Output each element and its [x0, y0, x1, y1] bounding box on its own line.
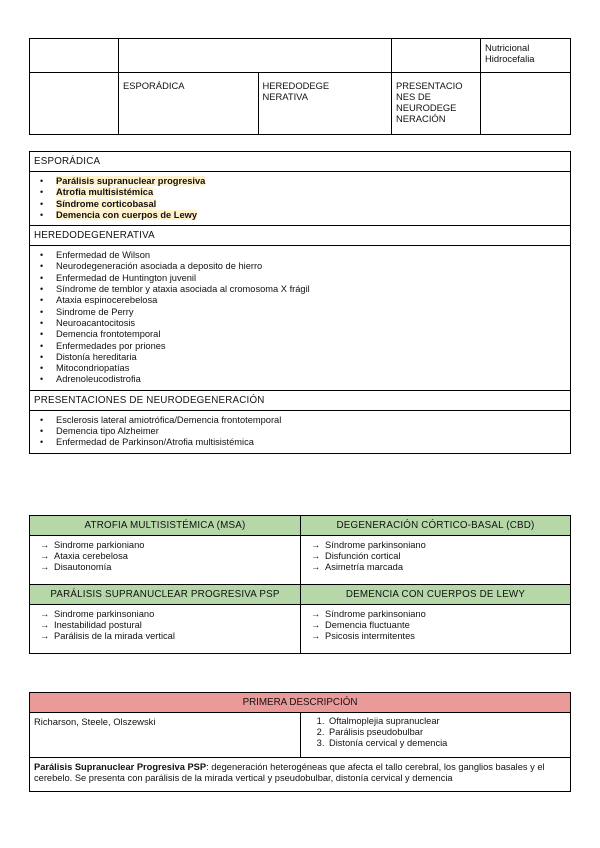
subtypes-table: [29, 515, 571, 654]
psp-list: [40, 609, 296, 643]
list-item: • Neuroacantocitosis: [56, 318, 566, 329]
msa-header: ATROFIA MULTISISTÉMICA (MSA): [30, 516, 301, 536]
list-item: • Distonía hereditaria: [56, 352, 566, 363]
section-title-esporadica: ESPORÁDICA: [30, 152, 570, 172]
list-item: → Psicosis intermitentes: [325, 631, 566, 642]
list-item: • Enfermedades por priones: [56, 341, 566, 352]
header-line: NERATIVA: [262, 91, 308, 102]
psp-header: PARÁLISIS SUPRANUCLEAR PROGRESIVA PSP: [30, 585, 301, 605]
presentaciones-list: [56, 415, 566, 449]
empty-cell: [30, 73, 119, 135]
section-body-esporadica: [30, 172, 570, 226]
list-item: → Disautonomía: [54, 562, 296, 573]
list-item: • Mitocondriopatías: [56, 363, 566, 374]
list-item: → Síndrome parkinsoniano: [325, 540, 566, 551]
list-item: • Demencia tipo Alzheimer: [56, 426, 566, 437]
psp-cell: [30, 605, 301, 654]
list-item: • Neurodegeneración asociada a deposito de hierro: [56, 261, 566, 272]
section-title-presentaciones: PRESENTACIONES DE NEURODEGENERACIÓN: [30, 391, 570, 411]
list-item-text: Síndrome corticobasal: [56, 198, 157, 209]
list-item: [56, 187, 566, 198]
list-item: • Ataxia espinocerebelosa: [56, 295, 566, 306]
list-item: • Enfermedad de Huntington juvenil: [56, 273, 566, 284]
header-line: HEREDODEGE: [262, 80, 330, 91]
list-item: 1. Oftalmoplejia supranuclear: [327, 716, 566, 727]
list-item: → Disfunción cortical: [325, 551, 566, 562]
lewy-list: [311, 609, 566, 643]
definition-term: Parálisis Supranuclear Progresiva PSP: [34, 762, 207, 772]
header-line: NEURODEGE: [396, 102, 457, 113]
cbd-cell: [301, 536, 571, 585]
classification-box: [29, 151, 571, 454]
list-item: [56, 176, 566, 187]
list-item: • Adrenoleucodistrofia: [56, 374, 566, 385]
list-item: 3. Distonía cervical y demencia: [327, 738, 566, 749]
cbd-list: [311, 540, 566, 574]
definition-cell: [30, 758, 571, 792]
etiology-line: Hidrocefalia: [485, 53, 535, 64]
list-item: [56, 210, 566, 221]
signs-cell: [301, 713, 571, 758]
header-line: PRESENTACIO: [396, 80, 463, 91]
header-heredodegenerativa: [258, 73, 392, 135]
first-description-header: PRIMERA DESCRIPCIÓN: [30, 693, 571, 713]
header-line: NES DE: [396, 91, 431, 102]
classification-summary-table: [29, 38, 571, 135]
section-body-heredodegenerativa: [30, 246, 570, 391]
list-item: → Sindrome parkioniano: [54, 540, 296, 551]
empty-cell: [481, 73, 571, 135]
list-item: → Sindrome parkinsoniano: [54, 609, 296, 620]
list-item: • Esclerosis lateral amiotrófica/Demencia frontotemporal: [56, 415, 566, 426]
definition-text: : degeneración heterogéneas que afecta el tallo cerebral, los ganglios basales y el cerebelo. Se presenta con parálisis de la mirada vertical y pseudobulbar, distonía cervical y demencia: [34, 762, 545, 784]
section-title-heredodegenerativa: HEREDODEGENERATIVA: [30, 226, 570, 246]
section-body-presentaciones: [30, 411, 570, 453]
list-item: → Síndrome parkinsoniano: [325, 609, 566, 620]
list-item-text: Parálisis supranuclear progresiva: [56, 176, 206, 186]
authors-cell: Richarson, Steele, Olszewski: [30, 713, 301, 758]
list-item: • Sindrome de Perry: [56, 307, 566, 318]
empty-cell: [30, 39, 119, 73]
msa-list: [40, 540, 296, 574]
lewy-header: DEMENCIA CON CUERPOS DE LEWY: [301, 585, 571, 605]
list-item: • Síndrome de temblor y ataxia asociada al cromosoma X frágil: [56, 284, 566, 295]
signs-list: [305, 716, 566, 750]
header-presentaciones: [392, 73, 481, 135]
list-item: → Inestabilidad postural: [54, 620, 296, 631]
list-item: → Demencia fluctuante: [325, 620, 566, 631]
header-line: NERACIÓN: [396, 113, 446, 124]
list-item: → Asimetría marcada: [325, 562, 566, 573]
first-description-table: [29, 692, 571, 792]
list-item: • Enfermedad de Parkinson/Atrofia multisistémica: [56, 437, 566, 448]
empty-cell: [119, 39, 392, 73]
list-item-text: Atrofia multisistémica: [56, 187, 154, 198]
list-item: [56, 199, 566, 210]
list-item-text: Demencia con cuerpos de Lewy: [56, 209, 198, 220]
esporadica-list: [56, 176, 566, 221]
list-item: • Demencia frontotemporal: [56, 329, 566, 340]
list-item: • Enfermedad de Wilson: [56, 250, 566, 261]
list-item: → Parálisis de la mirada vertical: [54, 631, 296, 642]
heredodegenerativa-list: [56, 250, 566, 386]
msa-cell: [30, 536, 301, 585]
cbd-header: DEGENERACIÓN CÓRTICO-BASAL (CBD): [301, 516, 571, 536]
header-esporadica: ESPORÁDICA: [119, 73, 259, 135]
list-item: 2. Parálisis pseudobulbar: [327, 727, 566, 738]
lewy-cell: [301, 605, 571, 654]
empty-cell: [392, 39, 481, 73]
list-item: → Ataxia cerebelosa: [54, 551, 296, 562]
etiology-line: Nutricional: [485, 42, 530, 53]
etiology-cell: [481, 39, 571, 73]
